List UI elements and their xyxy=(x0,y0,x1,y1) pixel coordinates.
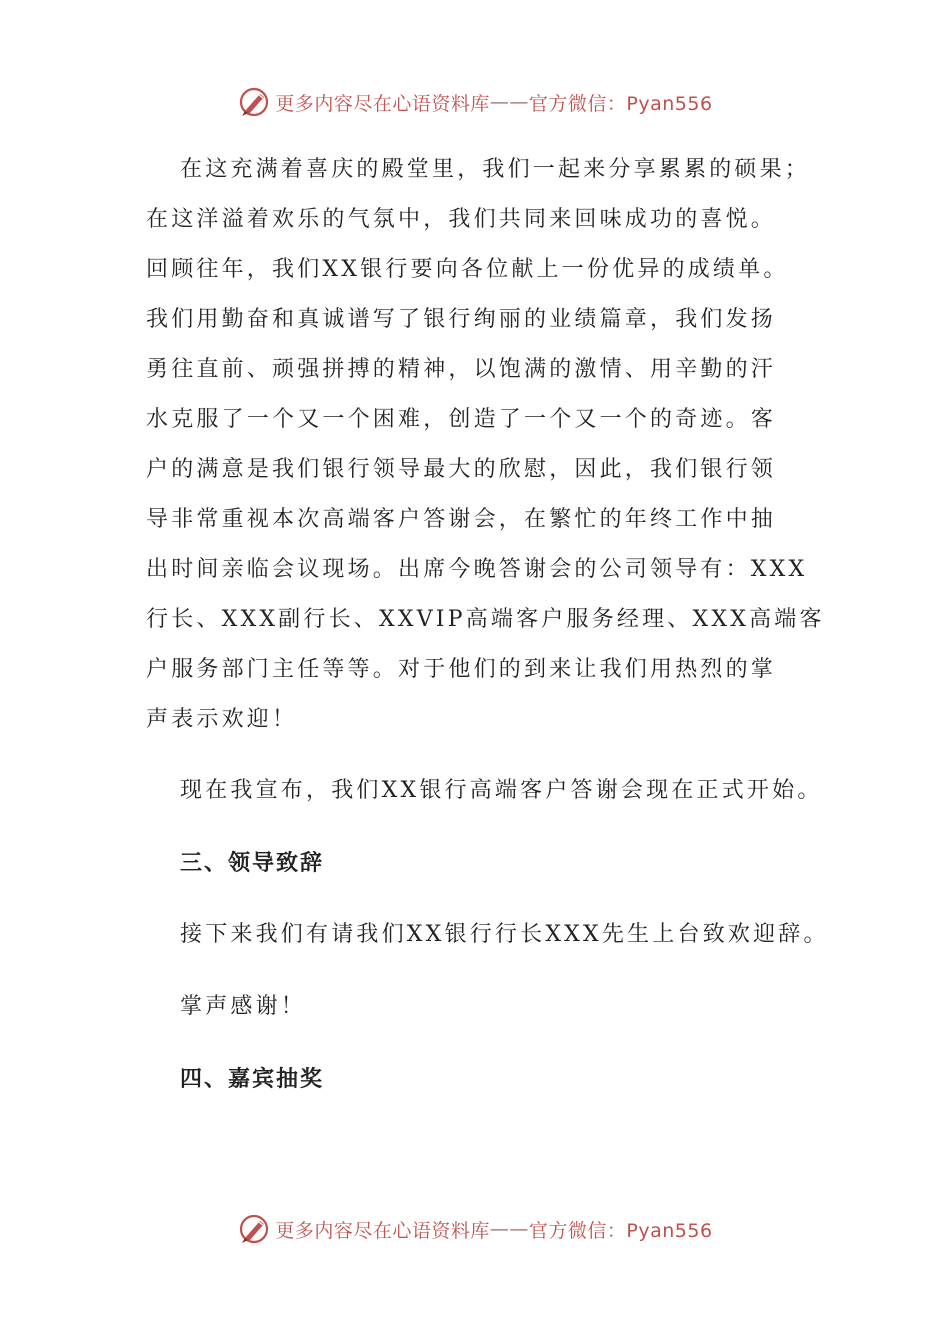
footer-banner xyxy=(0,1209,950,1249)
paragraph-line: 在这充满着喜庆的殿堂里，我们一起来分享累累的硕果； xyxy=(180,157,811,182)
section-heading-lottery: 四、嘉宾抽奖 xyxy=(180,1066,325,1092)
announcement-line: 现在我宣布，我们XX银行高端客户答谢会现在正式开始。 xyxy=(180,778,823,803)
banner-dash: —— xyxy=(489,91,529,113)
banner-title: 更多内容尽在心语资料库 xyxy=(275,1219,490,1242)
section-heading-leader-speech: 三、领导致辞 xyxy=(180,850,325,876)
banner-title: 更多内容尽在心语资料库 xyxy=(275,92,490,115)
paragraph-line: 导非常重视本次高端客户答谢会，在繁忙的年终工作中抽 xyxy=(146,507,777,532)
paragraph-line: 勇往直前、顽强拼搏的精神，以饱满的激情、用辛勤的汗 xyxy=(146,357,777,382)
paragraph-line: 水克服了一个又一个困难，创造了一个又一个的奇迹。客 xyxy=(146,407,777,432)
paragraph-line: 声表示欢迎！ xyxy=(146,707,298,732)
invitation-line: 接下来我们有请我们XX银行行长XXX先生上台致欢迎辞。 xyxy=(180,922,829,947)
paragraph-line: 户服务部门主任等等。对于他们的到来让我们用热烈的掌 xyxy=(146,657,777,682)
paragraph-line: 我们用勤奋和真诚谱写了银行绚丽的业绩篇章，我们发扬 xyxy=(146,307,777,332)
banner-dash: —— xyxy=(489,1218,529,1240)
paragraph-line: 回顾往年，我们XX银行要向各位献上一份优异的成绩单。 xyxy=(146,257,789,282)
pen-logo-icon xyxy=(237,1212,271,1246)
banner-wechat: 官方微信：Pyan556 xyxy=(528,1219,713,1242)
paragraph-line: 在这洋溢着欢乐的气氛中，我们共同来回味成功的喜悦。 xyxy=(146,207,777,232)
paragraph-line: 户的满意是我们银行领导最大的欣慰，因此，我们银行领 xyxy=(146,457,777,482)
paragraph-line: 出时间亲临会议现场。出席今晚答谢会的公司领导有：XXX xyxy=(146,557,808,582)
banner-wechat: 官方微信：Pyan556 xyxy=(528,92,713,115)
paragraph-line: 行长、XXX副行长、XXVIP高端客户服务经理、XXX高端客 xyxy=(146,607,825,632)
applause-line: 掌声感谢！ xyxy=(180,994,307,1019)
